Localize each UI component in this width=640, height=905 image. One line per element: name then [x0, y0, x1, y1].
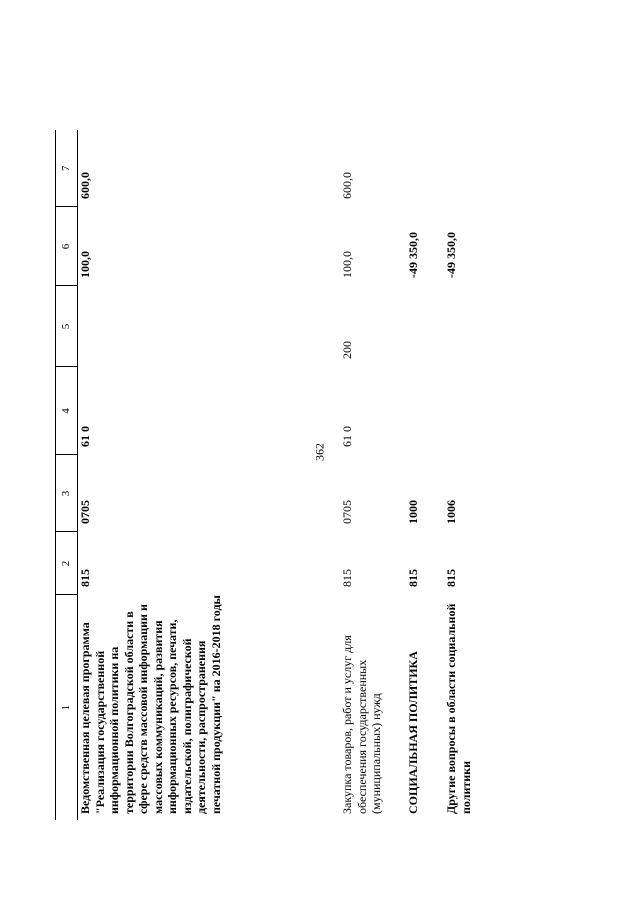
- table-row: [406, 130, 444, 820]
- row-c7: 600,0: [78, 172, 92, 199]
- row-c5: [444, 286, 484, 367]
- row-c4: [406, 367, 444, 455]
- row-c3: 0705: [340, 500, 354, 524]
- header-col-6: 6: [56, 207, 78, 286]
- row-c2: 815: [78, 569, 92, 587]
- row-c6: -49 350,0: [444, 232, 458, 278]
- budget-table: [55, 130, 484, 820]
- row-c7: [444, 130, 484, 207]
- row-description: Другие вопросы в области социальной политики: [444, 603, 473, 814]
- header-col-3: 3: [56, 455, 78, 532]
- table-row: [340, 130, 406, 820]
- row-c4: [444, 367, 484, 455]
- table-row: [444, 130, 484, 820]
- table-header-row: [56, 130, 78, 820]
- row-c7: 600,0: [340, 172, 354, 199]
- row-c6: 100,0: [340, 251, 354, 278]
- row-c2: 815: [406, 569, 420, 587]
- header-col-5: 5: [56, 286, 78, 367]
- row-c4: 61 0: [78, 426, 92, 447]
- row-c7: [406, 130, 444, 207]
- header-col-4: 4: [56, 367, 78, 455]
- row-c5: 200: [340, 341, 354, 359]
- row-c4: 61 0: [340, 426, 354, 447]
- row-c3: 0705: [78, 500, 92, 524]
- budget-table-rotated: [55, 130, 555, 820]
- row-description: Закупка товаров, работ и услуг для обеспечения государственных (муниципальных) нужд: [340, 635, 383, 814]
- row-c3: 1000: [406, 500, 420, 524]
- header-col-7: 7: [56, 130, 78, 207]
- row-c6: 100,0: [78, 251, 92, 278]
- table-row: [78, 130, 341, 820]
- row-description: Ведомственная целевая программа "Реализация государственной информационной политики на территории Волгоградской области в сфере средств массовой информации и массовых коммуникаций, развития информационных ресурсов, печати, издательской, полиграфической деятельности, распространения печатной продукции" на 2016-2018 годы: [78, 595, 223, 814]
- row-c3: 1006: [444, 500, 458, 524]
- row-c2: 815: [444, 569, 458, 587]
- row-c5: [78, 286, 341, 367]
- row-description: СОЦИАЛЬНАЯ ПОЛИТИКА: [406, 651, 420, 814]
- row-c2: 815: [340, 569, 354, 587]
- header-col-2: 2: [56, 532, 78, 595]
- page-number: 362: [312, 443, 327, 461]
- row-c6: -49 350,0: [406, 232, 420, 278]
- row-c5: [406, 286, 444, 367]
- header-col-1: 1: [56, 595, 78, 820]
